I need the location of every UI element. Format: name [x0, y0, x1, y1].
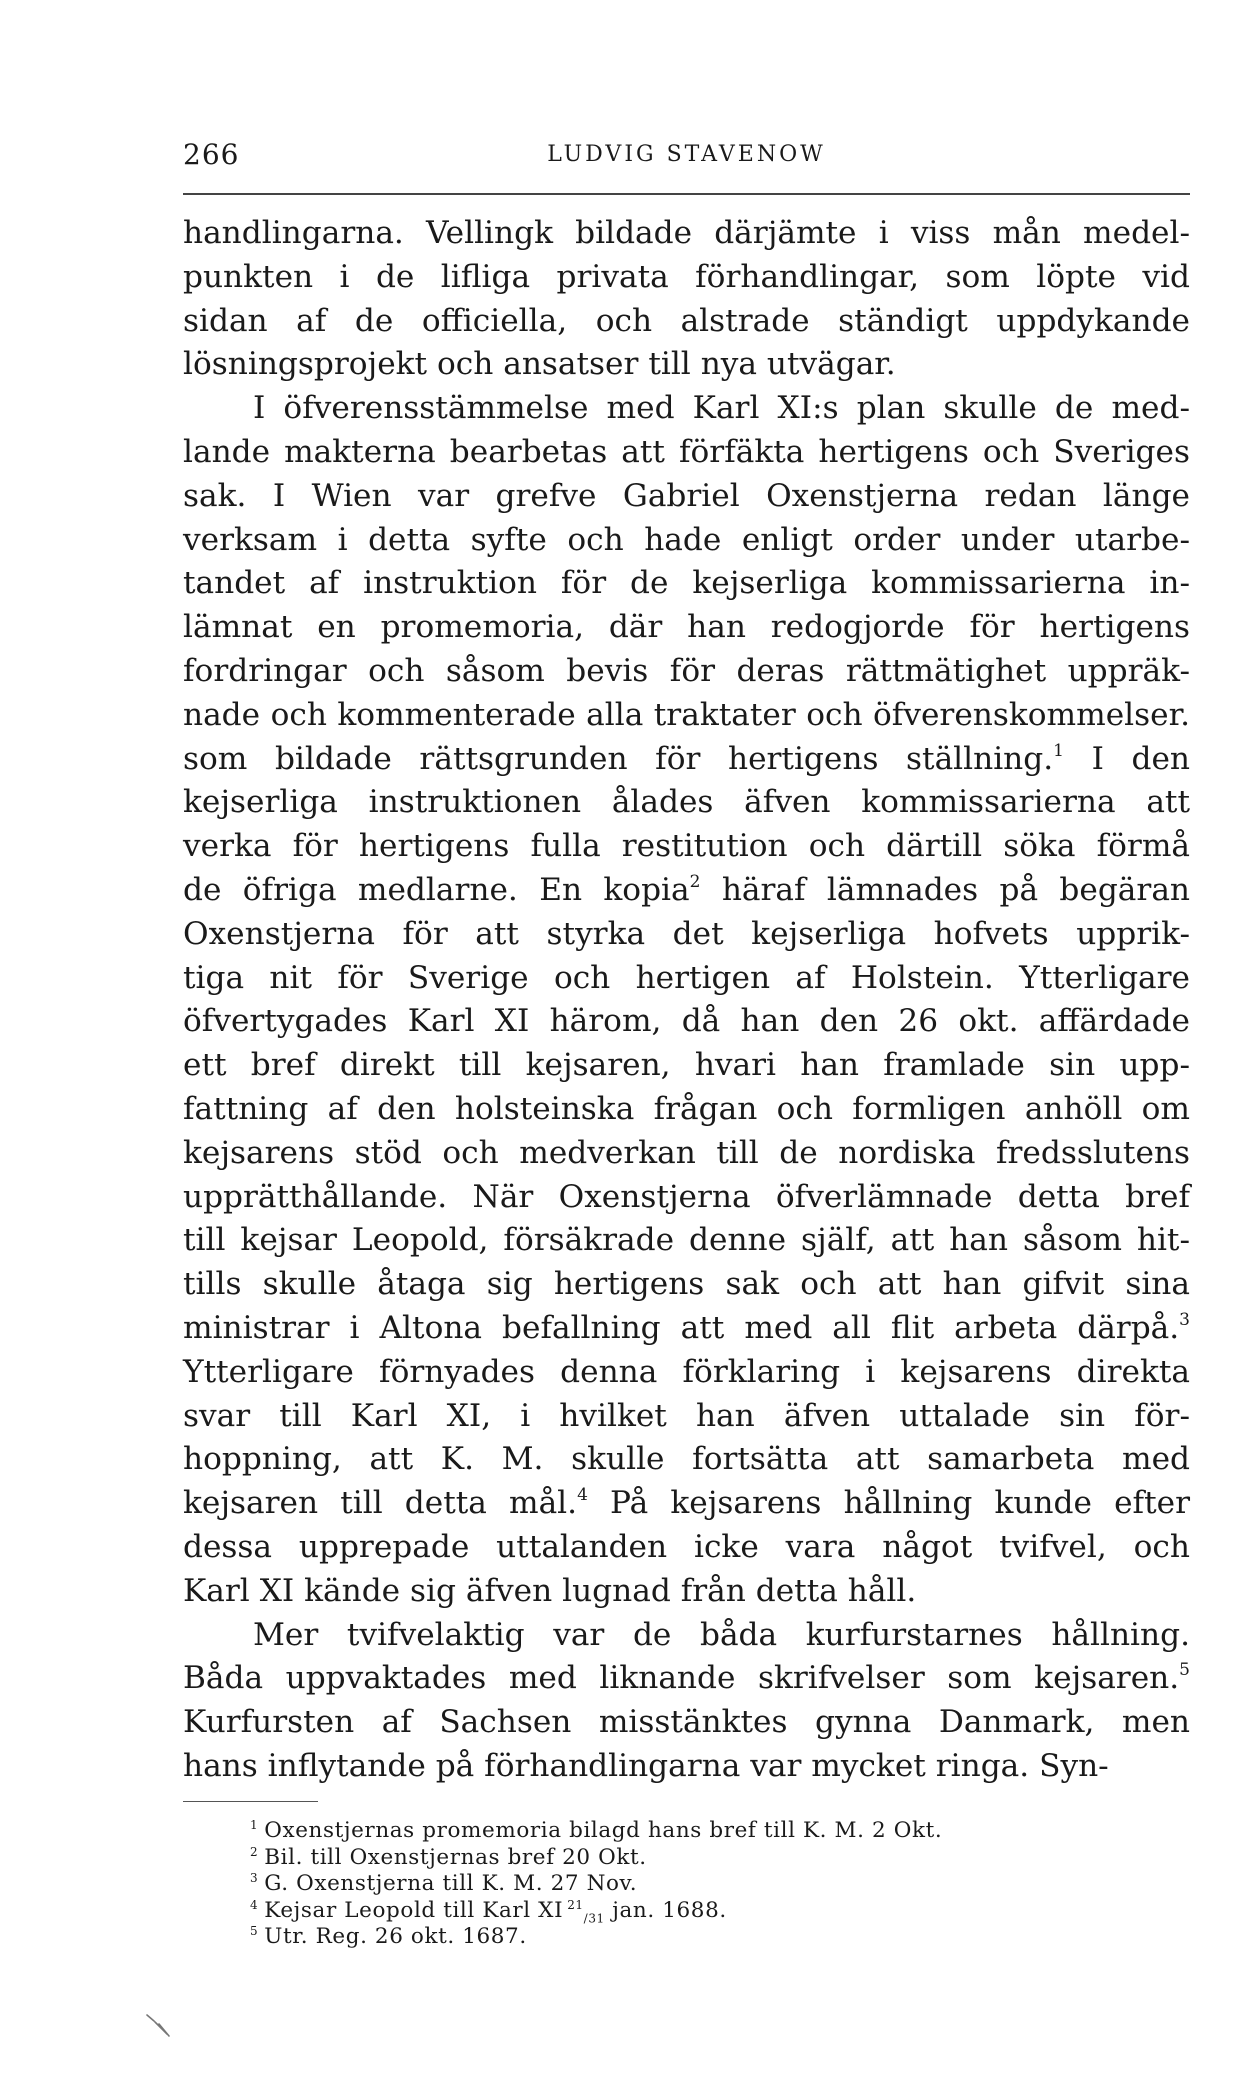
text-line [183, 256, 1190, 300]
line-text: sidan af de officiella, och alstrade ständigt uppdykande [183, 302, 1190, 339]
running-head: LUDVIG STAVENOW [547, 142, 826, 167]
text-line [183, 1614, 1190, 1658]
text-line [183, 562, 1190, 606]
line-text: hans inflytande på förhandlingarna var mycket ringa. Syn- [183, 1747, 1109, 1784]
text-line [183, 738, 1190, 782]
text-line [183, 300, 1190, 344]
text-line [183, 694, 1190, 738]
text-line [183, 825, 1190, 869]
text-line [183, 1088, 1190, 1132]
body-text [183, 212, 1190, 1789]
text-line [183, 1307, 1190, 1351]
footnote-text: Bil. till Oxenstjernas bref 20 Okt. [264, 1844, 647, 1870]
text-line [183, 606, 1190, 650]
header-rule [183, 193, 1190, 195]
text-line [183, 1044, 1190, 1088]
footnote-text: Kejsar Leopold till Karl XI [264, 1897, 564, 1923]
text-line [183, 1438, 1190, 1482]
line-text: verka för hertigens fulla restitution och därtill söka förmå [183, 828, 1190, 865]
line-text: fattning af den holsteinska frågan och formligen anhöll om [183, 1090, 1190, 1127]
line-text: svar till Karl XI, i hvilket han äfven uttalade sin för- [183, 1397, 1190, 1434]
line-text: lösningsprojekt och ansatser till nya utvägar. [183, 346, 896, 383]
text-line [183, 343, 1190, 387]
text-line [183, 1219, 1190, 1263]
line-text: ministrar i Altona befallning att med all flit arbeta därpå. [183, 1309, 1180, 1346]
line-text: kejsaren till detta mål. [183, 1485, 578, 1522]
line-text: dessa upprepade uttalanden icke vara något tvifvel, och [183, 1528, 1190, 1565]
text-line [183, 781, 1190, 825]
line-text: Kurfursten af Sachsen misstänktes gynna Danmark, men [183, 1704, 1190, 1741]
footnote-text: Utr. Reg. 26 okt. 1687. [264, 1924, 527, 1949]
text-line [183, 431, 1190, 475]
text-line [183, 1000, 1190, 1044]
line-text: Karl XI kände sig äfven lugnad från detta håll. [183, 1572, 917, 1609]
line-text-after: häraf lämnades på begäran [700, 871, 1190, 908]
page-header [183, 138, 1190, 174]
footnote-number: 5 [250, 1924, 259, 1938]
text-line [183, 1526, 1190, 1570]
text-line [183, 519, 1190, 563]
footnote-ref: 3 [1179, 1309, 1190, 1330]
line-text: tandet af instruktion för de kejserliga kommissarierna in- [183, 565, 1190, 602]
line-text: Oxenstjerna för att styrka det kejserliga hofvets upprik- [183, 915, 1190, 952]
line-text: öfvertygades Karl XI härom, då han den 26 okt. affärdade [183, 1003, 1190, 1040]
footnote-date-lower: /31 [583, 1910, 605, 1925]
footnote-text: G. Oxenstjerna till K. M. 27 Nov. [264, 1871, 638, 1896]
text-line [183, 1132, 1190, 1176]
footnote [250, 1818, 942, 1845]
line-text: kejserliga instruktionen ålades äfven kommissarierna att [183, 784, 1190, 821]
footnote [250, 1845, 942, 1872]
footnote [250, 1924, 942, 1951]
line-text-after: I den [1063, 740, 1190, 777]
line-text: lande makterna bearbetas att förfäkta hertigens och Sveriges [183, 433, 1190, 470]
line-text: Mer tvifvelaktig var de båda kurfurstarnes hållning. [253, 1616, 1190, 1653]
footnote-ref: 4 [577, 1485, 588, 1506]
line-text: handlingarna. Vellingk bildade därjämte i viss mån medel- [183, 215, 1190, 251]
text-line [183, 387, 1190, 431]
footnote-date-upper: 21 [567, 1897, 584, 1912]
text-line [183, 1657, 1190, 1701]
footnote [250, 1871, 942, 1898]
line-text: Ytterligare förnyades denna förklaring i kejsarens direkta [183, 1353, 1190, 1390]
text-line [183, 1395, 1190, 1439]
footnote-rule [183, 1801, 318, 1802]
text-line [183, 650, 1190, 694]
line-text: tills skulle åtaga sig hertigens sak och att han gifvit sina [183, 1266, 1190, 1303]
footnote-number: 2 [250, 1844, 259, 1859]
footnote-text: Oxenstjernas promemoria bilagd hans bref till K. M. 2 Okt. [264, 1818, 943, 1843]
line-text: de öfriga medlarne. En kopia [183, 871, 690, 908]
line-text: till kejsar Leopold, försäkrade denne själf, att han såsom hit- [183, 1222, 1190, 1259]
line-text: upprätthållande. När Oxenstjerna öfverlämnade detta bref [183, 1178, 1190, 1215]
text-line [183, 957, 1190, 1001]
text-line [183, 212, 1190, 256]
line-text: I öfverensstämmelse med Karl XI:s plan skulle de med- [253, 390, 1190, 427]
line-text: sak. I Wien var grefve Gabriel Oxenstjerna redan länge [183, 477, 1190, 514]
footnote-number: 3 [250, 1871, 259, 1885]
text-line [183, 1263, 1190, 1307]
text-line [183, 475, 1190, 519]
footnote-ref: 2 [689, 871, 701, 892]
text-line [183, 1745, 1190, 1789]
line-text: Båda uppvaktades med liknande skrifvelser som kejsaren. [183, 1660, 1180, 1697]
line-text: kejsarens stöd och medverkan till de nordiska fredsslutens [183, 1134, 1190, 1171]
pencil-mark-icon [145, 2012, 175, 2040]
line-text-after: På kejsarens hållning kunde efter [587, 1485, 1190, 1522]
text-line [183, 1351, 1190, 1395]
line-text: fordringar och såsom bevis för deras rättmätighet uppräk- [183, 652, 1190, 689]
footnote-number: 1 [250, 1818, 259, 1832]
footnote-ref: 1 [1053, 740, 1064, 761]
text-line [183, 913, 1190, 957]
text-line [183, 1482, 1190, 1526]
page-number: 266 [183, 138, 240, 171]
text-line [183, 869, 1190, 913]
text-line [183, 1570, 1190, 1614]
line-text: verksam i detta syfte och hade enligt order under utarbe- [183, 521, 1190, 558]
footnote [250, 1898, 942, 1925]
line-text: ett bref direkt till kejsaren, hvari han framlade sin upp- [183, 1047, 1190, 1084]
line-text: lämnat en promemoria, där han redogjorde för hertigens [183, 609, 1190, 646]
text-line [183, 1701, 1190, 1745]
line-text: punkten i de lifliga privata förhandlingar, som löpte vid [183, 258, 1190, 295]
text-line [183, 1176, 1190, 1220]
footnotes [250, 1818, 942, 1951]
footnote-ref: 5 [1179, 1660, 1190, 1681]
line-text: nade och kommenterade alla traktater och öfverenskommelser. [183, 696, 1190, 733]
line-text: som bildade rättsgrunden för hertigens ställning. [183, 740, 1054, 777]
line-text: tiga nit för Sverige och hertigen af Holstein. Ytterligare [183, 959, 1190, 996]
footnote-number: 4 [250, 1897, 259, 1912]
footnote-text-after: jan. 1688. [604, 1897, 727, 1923]
line-text: hoppning, att K. M. skulle fortsätta att samarbeta med [183, 1441, 1190, 1478]
